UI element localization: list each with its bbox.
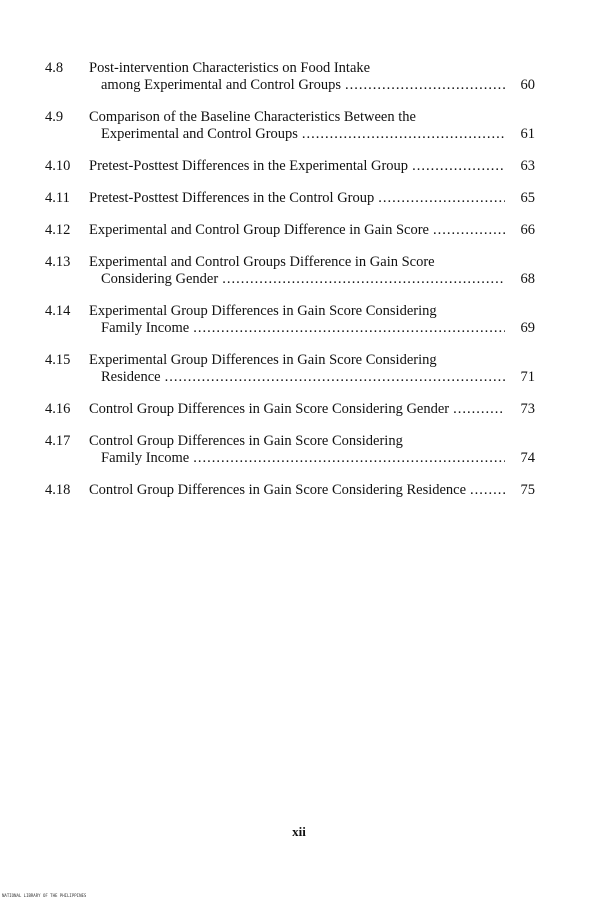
title-line [89,254,535,271]
title-line-continued [89,77,535,94]
title-line [89,222,535,239]
table-number: 4.10 [45,158,71,174]
page-number: 61 [520,126,535,142]
toc-entry-body [89,352,535,386]
page-number: 71 [520,369,535,385]
page-number: 65 [520,190,535,206]
page-number: 68 [520,271,535,287]
title-line [89,60,535,77]
table-title: Considering Gender [101,271,219,287]
title-line [89,109,535,126]
title-line-continued [89,450,535,467]
toc-entry [45,433,535,467]
page-number: 63 [520,158,535,174]
dot-leader [193,450,505,467]
dot-leader [165,369,505,386]
list-of-tables [45,60,535,514]
dot-leader [378,190,505,207]
table-number: 4.14 [45,303,71,319]
toc-entry [45,254,535,288]
table-number: 4.18 [45,482,71,498]
title-line-continued [89,126,535,143]
title-line [89,401,535,418]
toc-entry-body [89,254,535,288]
toc-entry [45,352,535,386]
toc-entry-body [89,303,535,337]
title-line [89,482,535,499]
table-number: 4.11 [45,190,70,206]
dot-leader [222,271,505,288]
toc-entry [45,222,535,239]
table-number: 4.9 [45,109,64,125]
title-line [89,190,535,207]
toc-entry-body [89,222,535,239]
page-number-footer: xii [292,824,306,839]
table-title: among Experimental and Control Groups [101,77,342,93]
toc-entry-body [89,109,535,143]
table-number: 4.17 [45,433,71,449]
title-line [89,303,535,320]
dot-leader [453,401,505,418]
toc-entry [45,109,535,143]
dot-leader [470,482,505,499]
toc-entry-body [89,433,535,467]
page-number: 73 [520,401,535,417]
table-number: 4.12 [45,222,71,238]
table-title: Experimental and Control Group Difference in Gain Score [89,222,429,238]
title-line [89,433,535,450]
page-number: 66 [520,222,535,238]
table-title: Pretest-Posttest Differences in the Control Group [89,190,375,206]
table-title: Control Group Differences in Gain Score Considering [89,433,403,449]
toc-entry [45,190,535,207]
dot-leader [345,77,505,94]
table-number: 4.8 [45,60,64,76]
page-number: 75 [520,482,535,498]
table-title: Residence [101,369,161,385]
table-number: 4.13 [45,254,71,270]
table-number: 4.15 [45,352,71,368]
page-number: 69 [520,320,535,336]
table-title: Control Group Differences in Gain Score Considering Gender [89,401,450,417]
page-number: 60 [520,77,535,93]
table-title: Family Income [101,320,190,336]
table-title: Experimental Group Differences in Gain Score Considering [89,303,437,319]
table-title: Experimental and Control Groups Difference in Gain Score [89,254,435,270]
table-number: 4.16 [45,401,71,417]
dot-leader [412,158,505,175]
table-title: Experimental and Control Groups [101,126,298,142]
table-title: Comparison of the Baseline Characteristics Between the [89,109,416,125]
library-credit: NATIONAL LIBRARY OF THE PHILIPPINES [2,893,87,898]
table-title: Experimental Group Differences in Gain Score Considering [89,352,437,368]
page-number: 74 [520,450,535,466]
toc-entry-body [89,190,535,207]
dot-leader [193,320,505,337]
toc-entry-body [89,60,535,94]
title-line-continued [89,369,535,386]
toc-entry [45,482,535,499]
title-line-continued [89,271,535,288]
toc-entry [45,303,535,337]
table-title: Family Income [101,450,190,466]
title-line [89,158,535,175]
title-line-continued [89,320,535,337]
table-title: Control Group Differences in Gain Score Considering Residence [89,482,467,498]
toc-entry [45,158,535,175]
dot-leader [302,126,505,143]
title-line [89,352,535,369]
dot-leader [433,222,505,239]
toc-entry-body [89,401,535,418]
toc-entry [45,60,535,94]
toc-entry [45,401,535,418]
toc-entry-body [89,158,535,175]
table-title: Pretest-Posttest Differences in the Experimental Group [89,158,409,174]
toc-entry-body [89,482,535,499]
table-title: Post-intervention Characteristics on Food Intake [89,60,371,76]
